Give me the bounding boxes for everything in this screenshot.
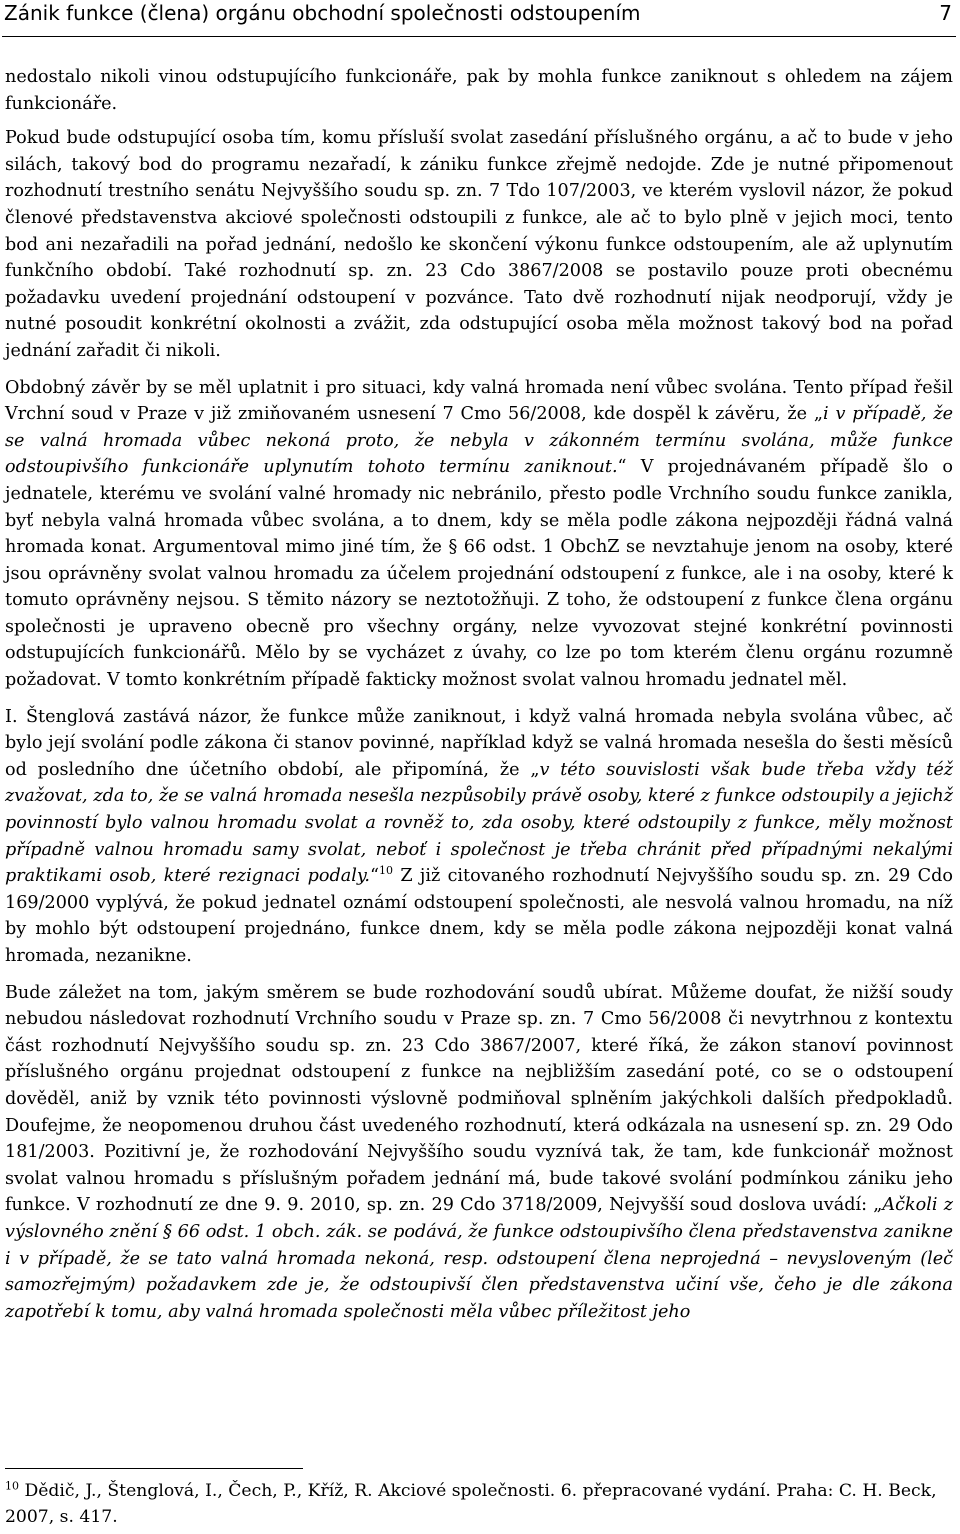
- paragraph-4: [5, 704, 953, 970]
- footnote-text: Dědič, J., Štenglová, I., Čech, P., Kříž, R. Akciové společnosti. 6. přepracované vydání. Praha: C. H. Beck, 2007, s. 417.: [5, 1481, 937, 1527]
- footnote-number: 10: [5, 1479, 19, 1493]
- paragraph-5-text: Bude záležet na tom, jakým směrem se bude rozhodování soudů ubírat. Můžeme doufat, že nižší soudy nebudou následovat rozhodnutí Vrchního soudu v Praze sp. zn. 7 Cmo 56/2008 či nevytrhnou z kontextu část rozhodnutí Nejvyššího soudu sp. zn. 23 Cdo 3867/2007, které říká, že zákon stanoví povinnost příslušného orgánu projednat odstoupení z funkce na nejbližším zasedání poté, co se o odstoupení dověděl, aniž by vznik této povinnosti výslovně podmiňoval splněním jakýchkoli dalších předpokladů. Doufejme, že neopomenou druhou část uvedeného rozhodnutí, která odkázala na usnesení sp. zn. 29 Odo 181/2003. Pozitivní je, že rozhodování Nejvyššího soudu vyznívá tak, že tam, kde funkcionář možnost svolat valnou hromadu s příslušným pořadem jednání má, bude takové svolání podmínkou zániku jeho funkce. V rozhodnutí ze dne 9. 9. 2010, sp. zn. 29 Cdo 3718/2009, Nejvyšší soud doslova uvádí: „: [5, 982, 953, 1216]
- header-rule: [2, 36, 956, 37]
- paragraph-3: [5, 375, 953, 694]
- paragraph-3-quote: i v případě, že se valná hromada vůbec nekoná proto, že nebyla v zákonném termínu svolána, může funkce odstoupivšího funkcionáře uplynutím tohoto termínu zaniknout.: [5, 404, 953, 478]
- paragraph-5: [5, 980, 953, 1326]
- paragraph-3-text: Obdobný závěr by se měl uplatnit i pro situaci, kdy valná hromada není vůbec svolána. Tento případ řešil Vrchní soud v Praze v již zmiňovaném usnesení 7 Cmo 56/2008, kde dospěl k závěru, že „: [5, 377, 953, 425]
- paragraph-5-quote: Ačkoli z výslovného znění § 66 odst. 1 obch. zák. se podává, že funkce odstoupivšího člena představenstva zanikne i v případě, že se tato valná hromada nekoná, resp. odstoupení člena neprojedná – nevysloveným (leč samozřejmým) požadavkem zde je, že odstoupivší člen představenstva učiní vše, čeho je dle zákona zapotřebí k tomu, aby valná hromada společnosti měla vůbec příležitost jeho: [5, 1195, 954, 1322]
- footnote-separator: [5, 1468, 303, 1469]
- paragraph-4-text-cont: Z již citovaného rozhodnutí Nejvyššího soudu sp. zn. 29 Cdo 169/2000 vyplývá, že pokud jednatel oznámí odstoupení společnosti, ale nesvolá valnou hromadu, na níž by mohlo být odstoupení projednáno, funkce dnem, kdy se měla podle zákona nejpozději konat valná hromada, nezanikne.: [5, 866, 953, 966]
- paragraph-3-text-cont: “ V projednávaném případě šlo o jednatele, kterému ve svolání valné hromady nic nebránilo, přesto podle Vrchního soudu funkce zanikla, byť nebyla valná hromada vůbec svolána, a to dnem, kdy se měla podle zákona nejpozději řádná valná hromada konat. Argumentoval mimo jiné tím, že § 66 odst. 1 ObchZ se nevztahuje jenom na osoby, které jsou oprávněny svolat valnou hromadu za účelem projednání odstoupení z funkce, ale i na osoby, které k tomuto oprávněny nejsou. S těmito názory se neztotožňuji. Z toho, že odstoupení z funkce člena orgánu společnosti je upraveno obecně pro všechny orgány, nelze vyvozovat stejné konkrétní povinnosti odstupujících funkcionářů. Mělo by se vycházet z úvahy, co lze po tom kterém členu orgánu rozumně požadovat. V tomto konkrétním případě fakticky možnost svolat valnou hromadu jednatel měl.: [5, 457, 953, 691]
- body-text: [5, 64, 953, 1335]
- running-header: [0, 0, 960, 40]
- header-title: Zánik funkce (člena) orgánu obchodní společnosti odstoupením: [4, 1, 641, 25]
- page-number: 7: [939, 1, 952, 25]
- paragraph-2: Pokud bude odstupující osoba tím, komu přísluší svolat zasedání příslušného orgánu, a ač to bude v jeho silách, takový bod do programu nezařadí, k zániku funkce zřejmě nedojde. Zde je nutné připomenout rozhodnutí trestního senátu Nejvyššího soudu sp. zn. 7 Tdo 107/2003, ve kterém vyslovil názor, že pokud členové představenstva akciové společnosti odstoupili z funkce, ale ač to bylo plně v jejich moci, tento bod ani nezařadili na pořad jednání, nedošlo ke skončení výkonu funkce odstoupením, ale až uplynutím funkčního období. Také rozhodnutí sp. zn. 23 Cdo 3867/2008 se postavilo pouze proti obecnému požadavku uvedení projednání odstoupení v pozvánce. Tato dvě rozhodnutí nijak neodporují, vždy je nutné posoudit konkrétní okolnosti a zvážit, zda odstupující osoba měla možnost takový bod na pořad jednání zařadit či nikoli.: [5, 128, 953, 361]
- footnote: [5, 1478, 953, 1530]
- paragraph-4-quote-end: “: [370, 866, 380, 887]
- paragraph-4-text: I. Štenglová zastává názor, že funkce může zaniknout, i když valná hromada nebyla svolána vůbec, ač bylo její svolání podle zákona či stanov povinné, například když se valná hromada nesešla do šesti měsíců od posledního dne účetního období, ale připomíná, že „: [5, 706, 953, 780]
- paragraph-4-quote: v této souvislosti však bude třeba vždy též zvažovat, zda to, že se valná hromada nesešla nezpůsobily právě osoby, které z funkce odstoupily a jejichž povinností bylo valnou hromadu svolat a rovněž to, zda osoby, které odstoupily z funkce, měly možnost případně valnou hromadu samy svolat, neboť i společnost je třeba chránit před případnými nekalými praktikami osob, které rezignaci podaly.: [5, 759, 954, 887]
- paragraph-1: nedostalo nikoli vinou odstupujícího funkcionáře, pak by mohla funkce zaniknout s ohledem na zájem funkcionáře.: [5, 67, 953, 114]
- footnote-ref-10[interactable]: 10: [379, 864, 394, 878]
